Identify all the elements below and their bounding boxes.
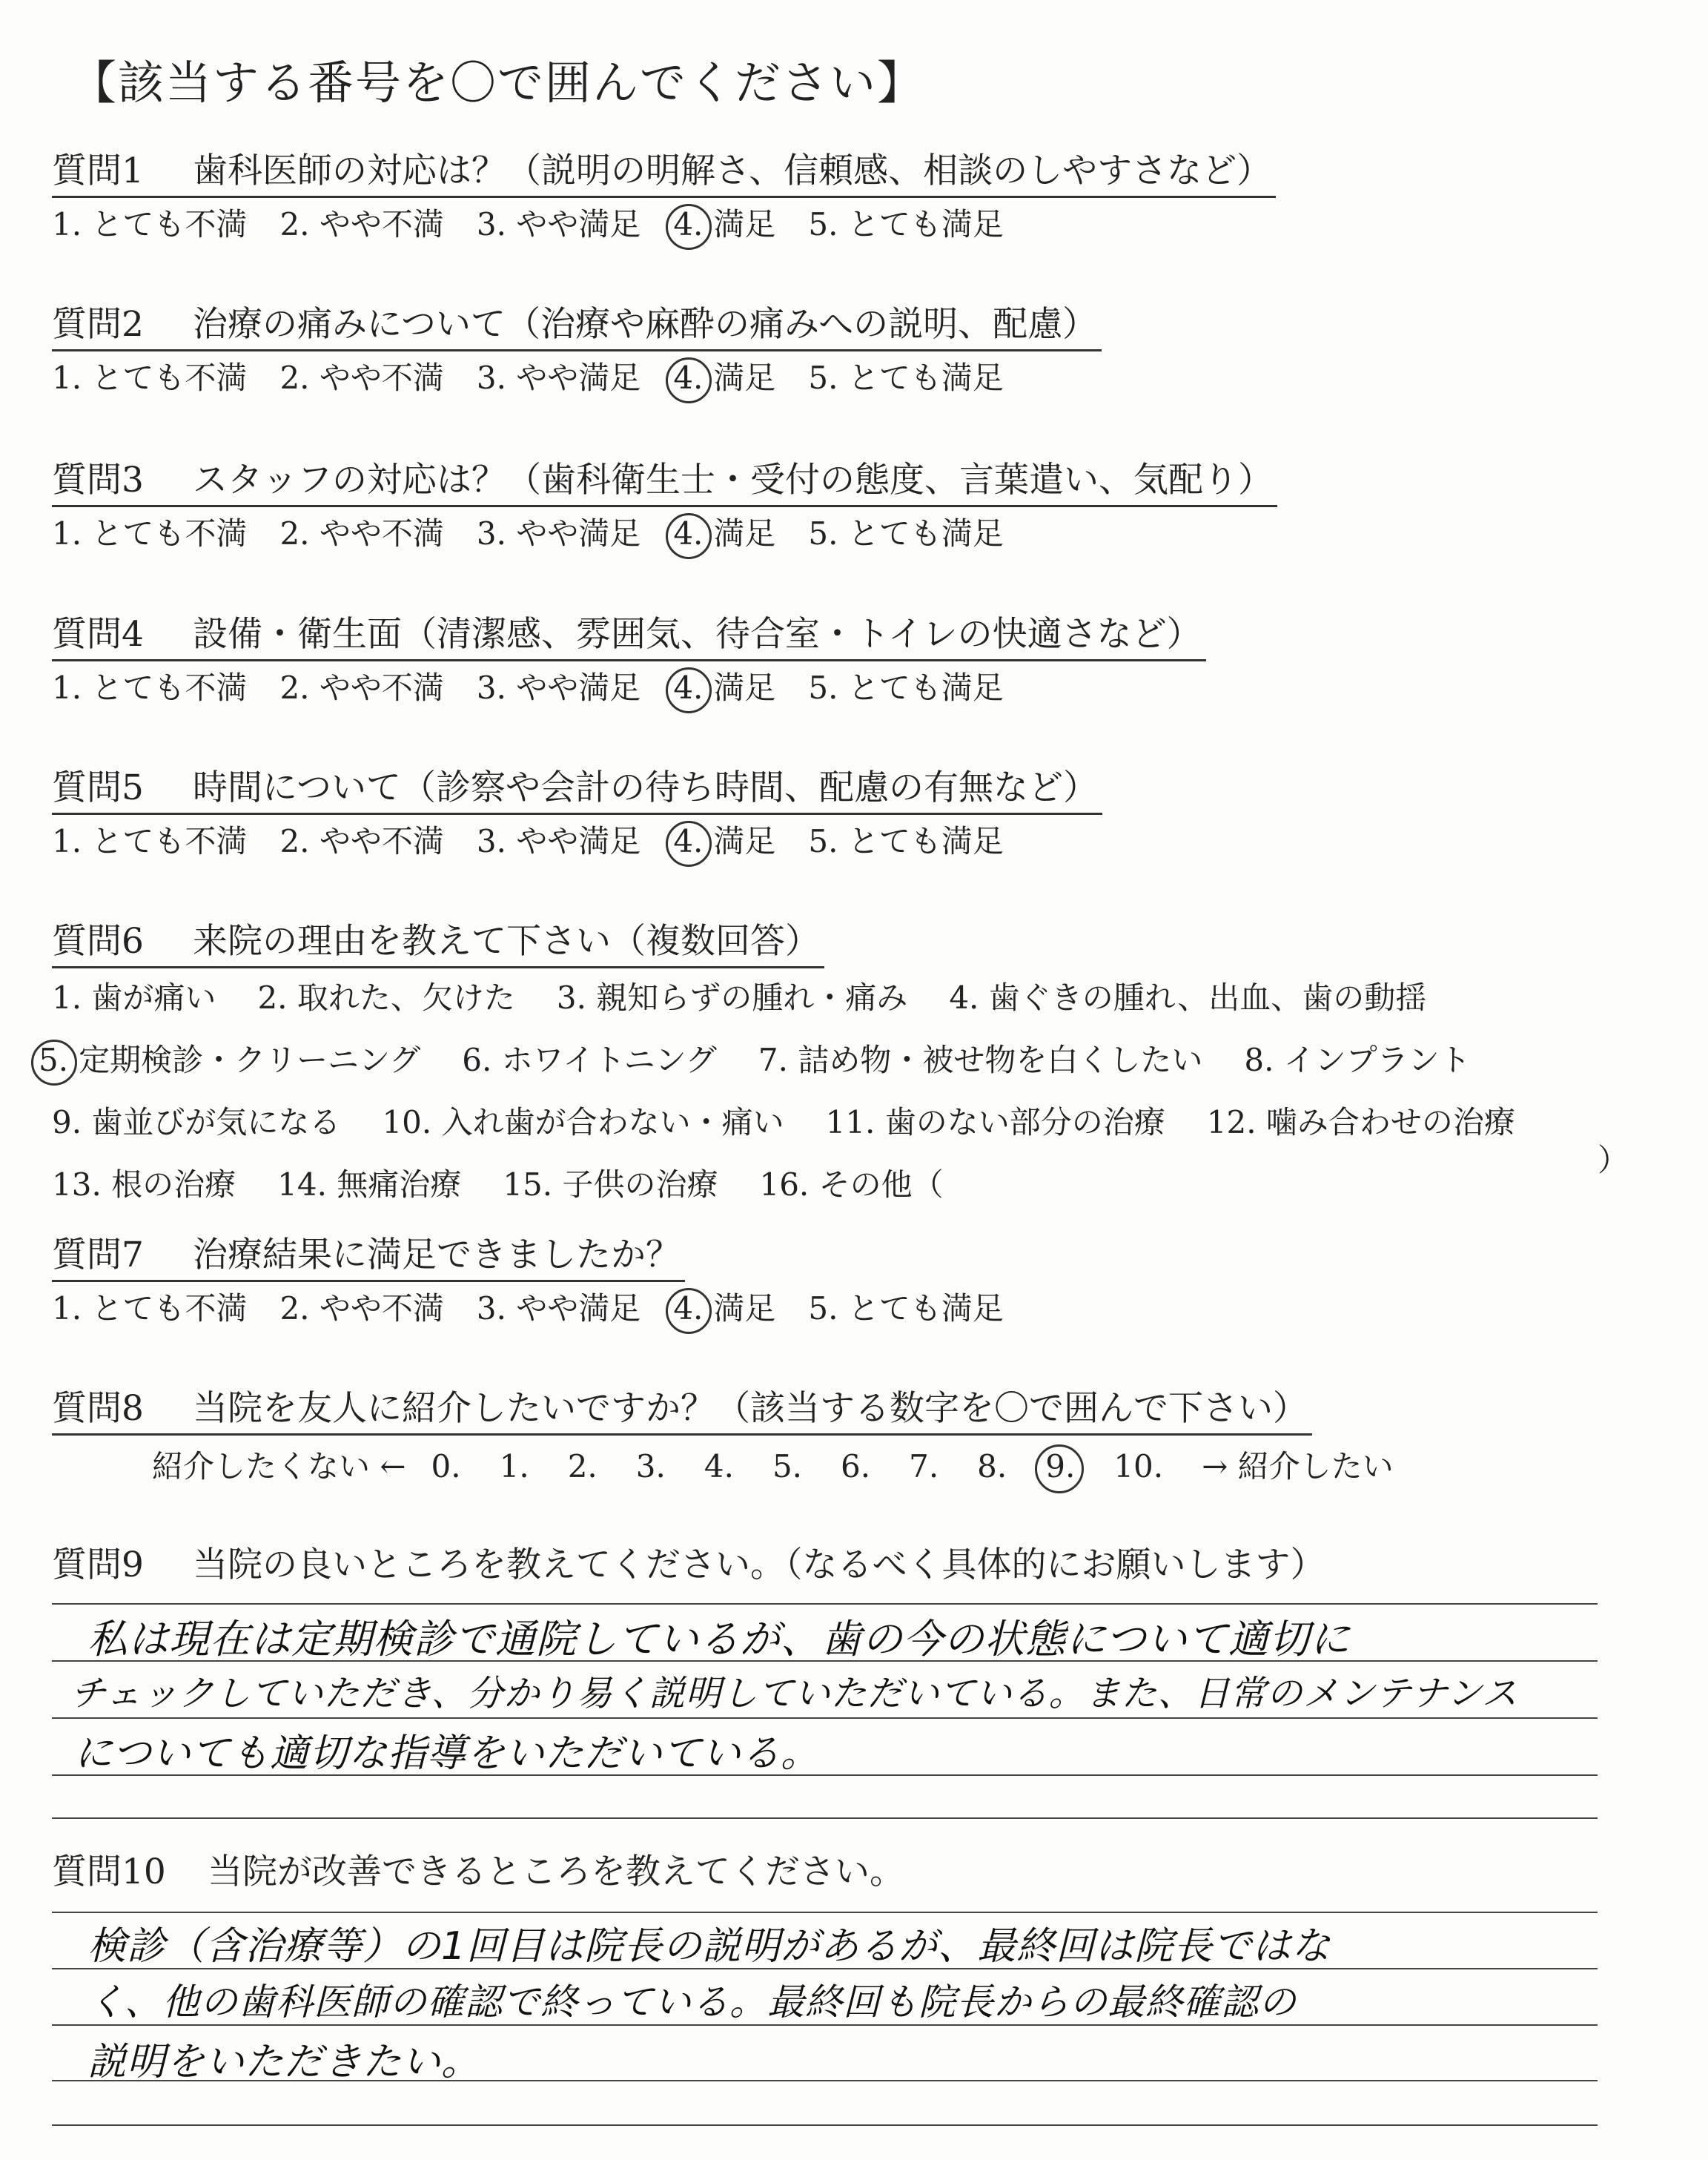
answer-options	[52, 666, 1206, 710]
question-text: 治療の痛みについて（治療や麻酔の痛みへの説明、配慮）	[193, 304, 1098, 345]
question-3	[52, 456, 1277, 556]
option-4-label: 満足	[713, 515, 776, 552]
question-title	[52, 147, 1276, 198]
option-4-circled[interactable]	[673, 1287, 703, 1331]
question-title	[52, 764, 1102, 815]
option-3[interactable]: 3. やや満足	[476, 1290, 641, 1327]
option-2[interactable]: 2. やや不満	[279, 823, 444, 859]
question-number: 質問6	[52, 921, 144, 962]
question-text: スタッフの対応は？（歯科衛生士・受付の態度、言葉遣い、気配り）	[193, 460, 1273, 501]
question-title	[52, 610, 1206, 661]
handwritten-answer-line: についても適切な指導をいただいている。	[74, 1731, 820, 1776]
handwritten-answer-line: く、他の歯科医師の確認で終っている。最終回も院長からの最終確認の	[87, 1981, 1297, 2024]
answer-options	[52, 512, 1277, 556]
question-5	[52, 764, 1102, 864]
option-4-label: 満足	[713, 206, 776, 242]
answer-options	[52, 356, 1102, 400]
reason-option[interactable]: 14. 無痛治療	[277, 1166, 462, 1203]
reason-row-4	[52, 1163, 1557, 1207]
option-5[interactable]: 5. とても満足	[808, 206, 1004, 242]
reason-option[interactable]: 11. 歯のない部分の治療	[825, 1104, 1165, 1140]
question-8	[52, 1384, 1419, 1489]
option-5[interactable]: 5. とても満足	[808, 1290, 1004, 1327]
reason-option[interactable]: 12. 噛み合わせの治療	[1206, 1104, 1515, 1140]
option-2[interactable]: 2. やや不満	[279, 1290, 444, 1327]
question-number: 質問4	[52, 614, 144, 655]
option-3[interactable]: 3. やや満足	[476, 360, 641, 396]
reason-option-5-label: 定期検診・クリーニング	[79, 1042, 421, 1078]
reason-row-1	[52, 976, 1557, 1020]
scale-value-4[interactable]: 4.	[704, 1448, 734, 1484]
question-number: 質問9	[52, 1545, 144, 1585]
other-close-paren: ）	[1598, 1142, 1629, 1178]
scale-value-1[interactable]: 1.	[499, 1448, 529, 1484]
option-3[interactable]: 3. やや満足	[476, 206, 641, 242]
scale-value-5[interactable]: 5.	[772, 1448, 803, 1484]
reason-option[interactable]: 1. 歯が痛い	[52, 980, 216, 1016]
option-1[interactable]: 1. とても不満	[52, 1290, 248, 1327]
question-title	[52, 1384, 1312, 1436]
question-number: 質問3	[52, 460, 144, 501]
reason-option[interactable]: 10. 入れ歯が合わない・痛い	[382, 1104, 784, 1140]
question-text: 当院が改善できるところを教えてください。	[208, 1852, 904, 1892]
option-3[interactable]: 3. やや満足	[476, 823, 641, 859]
option-4-circled[interactable]	[673, 512, 703, 556]
scale-value-9-circled[interactable]: 9.	[1045, 1444, 1075, 1489]
question-4	[52, 610, 1206, 710]
scale-right-label: → 紹介したい	[1202, 1448, 1394, 1484]
reason-option[interactable]: 6. ホワイトニング	[462, 1042, 717, 1078]
reason-option[interactable]: 13. 根の治療	[52, 1166, 236, 1203]
reason-option-other[interactable]: 16. その他（	[759, 1166, 944, 1203]
question-title	[52, 1848, 904, 1897]
scale-value-3[interactable]: 3.	[635, 1448, 666, 1484]
question-title	[52, 1541, 1325, 1590]
option-5[interactable]: 5. とても満足	[808, 670, 1004, 706]
option-4-circled[interactable]	[673, 666, 703, 710]
option-4-circled[interactable]	[673, 819, 703, 864]
handwritten-answer-line: 検診（含治療等）の1回目は院長の説明があるが、最終回は院長ではな	[87, 1924, 1331, 1969]
option-1[interactable]: 1. とても不満	[52, 360, 248, 396]
question-title	[52, 1231, 685, 1282]
reason-row-3	[52, 1100, 1557, 1145]
option-1[interactable]: 1. とても不満	[52, 823, 248, 859]
option-number: 4.	[673, 360, 704, 396]
scale-value-10[interactable]: 10.	[1113, 1448, 1164, 1484]
reason-option[interactable]: 2. 取れた、欠けた	[257, 980, 515, 1016]
option-number: 4.	[673, 1290, 704, 1327]
answer-line	[52, 1603, 1598, 1605]
reason-option[interactable]: 3. 親知らずの腫れ・痛み	[556, 980, 908, 1016]
option-2[interactable]: 2. やや不満	[279, 360, 444, 396]
reason-option[interactable]: 4. 歯ぐきの腫れ、出血、歯の動揺	[949, 980, 1427, 1016]
option-4-circled[interactable]	[673, 202, 703, 247]
option-4-circled[interactable]	[673, 356, 703, 400]
question-title	[52, 456, 1277, 507]
handwritten-answer-line: チェックしていただき、分かり易く説明していただいている。また、日常のメンテナンス	[70, 1673, 1518, 1714]
option-1[interactable]: 1. とても不満	[52, 670, 248, 706]
question-6	[39, 917, 1557, 1207]
question-7	[52, 1231, 1036, 1331]
reason-option[interactable]: 8. インプラント	[1244, 1042, 1471, 1078]
option-4-label: 満足	[713, 360, 776, 396]
question-9	[52, 1541, 1325, 1590]
page-title: 【該当する番号を〇で囲んでください】	[70, 56, 925, 110]
option-2[interactable]: 2. やや不満	[279, 515, 444, 552]
option-number: 5.	[39, 1042, 69, 1078]
option-4-label: 満足	[713, 670, 776, 706]
question-1	[52, 147, 1276, 247]
reason-option[interactable]: 7. 詰め物・被せ物を白くしたい	[758, 1042, 1203, 1078]
option-number: 4.	[673, 206, 704, 242]
scale-value-2[interactable]: 2.	[567, 1448, 598, 1484]
handwritten-answer-line: 説明をいただきたい。	[87, 2040, 481, 2084]
question-number: 質問1	[52, 151, 144, 191]
option-5[interactable]: 5. とても満足	[808, 515, 1004, 552]
option-1[interactable]: 1. とても不満	[52, 515, 248, 552]
option-4-label: 満足	[713, 823, 776, 859]
question-number: 質問10	[52, 1852, 166, 1892]
answer-options	[52, 819, 1102, 864]
answer-line	[52, 1817, 1598, 1819]
question-text: 当院を友人に紹介したいですか？（該当する数字を〇で囲んで下さい）	[193, 1388, 1308, 1429]
scale-value-7[interactable]: 7.	[909, 1448, 939, 1484]
answer-line	[52, 2124, 1598, 2126]
option-number: 4.	[673, 515, 704, 552]
option-1[interactable]: 1. とても不満	[52, 206, 248, 242]
question-text: 治療結果に満足できましたか？	[193, 1235, 681, 1275]
reason-row-2	[31, 1038, 1557, 1083]
question-title	[52, 917, 824, 968]
question-number: 質問5	[52, 767, 144, 808]
reason-option-5-circled[interactable]	[39, 1038, 68, 1083]
reason-option[interactable]: 9. 歯並びが気になる	[52, 1104, 341, 1140]
option-number: 4.	[673, 670, 704, 706]
answer-line	[52, 1717, 1598, 1719]
question-text: 設備・衛生面（清潔感、雰囲気、待合室・トイレの快適さなど）	[193, 614, 1202, 655]
reason-option[interactable]: 15. 子供の治療	[503, 1166, 718, 1203]
answer-options	[52, 1287, 1036, 1331]
question-text: 来院の理由を教えて下さい（複数回答）	[193, 921, 820, 962]
option-5[interactable]: 5. とても満足	[808, 823, 1004, 859]
option-2[interactable]: 2. やや不満	[279, 670, 444, 706]
scale-value-6[interactable]: 6.	[841, 1448, 871, 1484]
question-number: 質問8	[52, 1388, 144, 1429]
recommend-scale	[152, 1444, 1419, 1489]
scale-left-label: 紹介したくない ←	[152, 1448, 406, 1484]
option-4-label: 満足	[713, 1290, 776, 1327]
question-text: 時間について（診察や会計の待ち時間、配慮の有無など）	[193, 767, 1099, 808]
question-2	[52, 300, 1102, 400]
scale-value-8[interactable]: 8.	[977, 1448, 1007, 1484]
option-3[interactable]: 3. やや満足	[476, 670, 641, 706]
question-text: 当院の良いところを教えてください。（なるべく具体的にお願いします）	[193, 1545, 1325, 1585]
answer-line	[52, 1912, 1598, 1913]
question-title	[52, 300, 1102, 351]
question-text: 歯科医師の対応は？（説明の明解さ、信頼感、相談のしやすさなど）	[193, 151, 1272, 191]
option-2[interactable]: 2. やや不満	[279, 206, 444, 242]
handwritten-answer-line: 私は現在は定期検診で通院しているが、歯の今の状態について適切に	[87, 1616, 1351, 1662]
answer-options	[52, 202, 1276, 247]
option-number: 4.	[673, 823, 704, 859]
question-number: 質問2	[52, 304, 144, 345]
question-10	[52, 1848, 904, 1897]
option-3[interactable]: 3. やや満足	[476, 515, 641, 552]
option-5[interactable]: 5. とても満足	[808, 360, 1004, 396]
scale-value-0[interactable]: 0.	[431, 1448, 461, 1484]
question-number: 質問7	[52, 1235, 144, 1275]
